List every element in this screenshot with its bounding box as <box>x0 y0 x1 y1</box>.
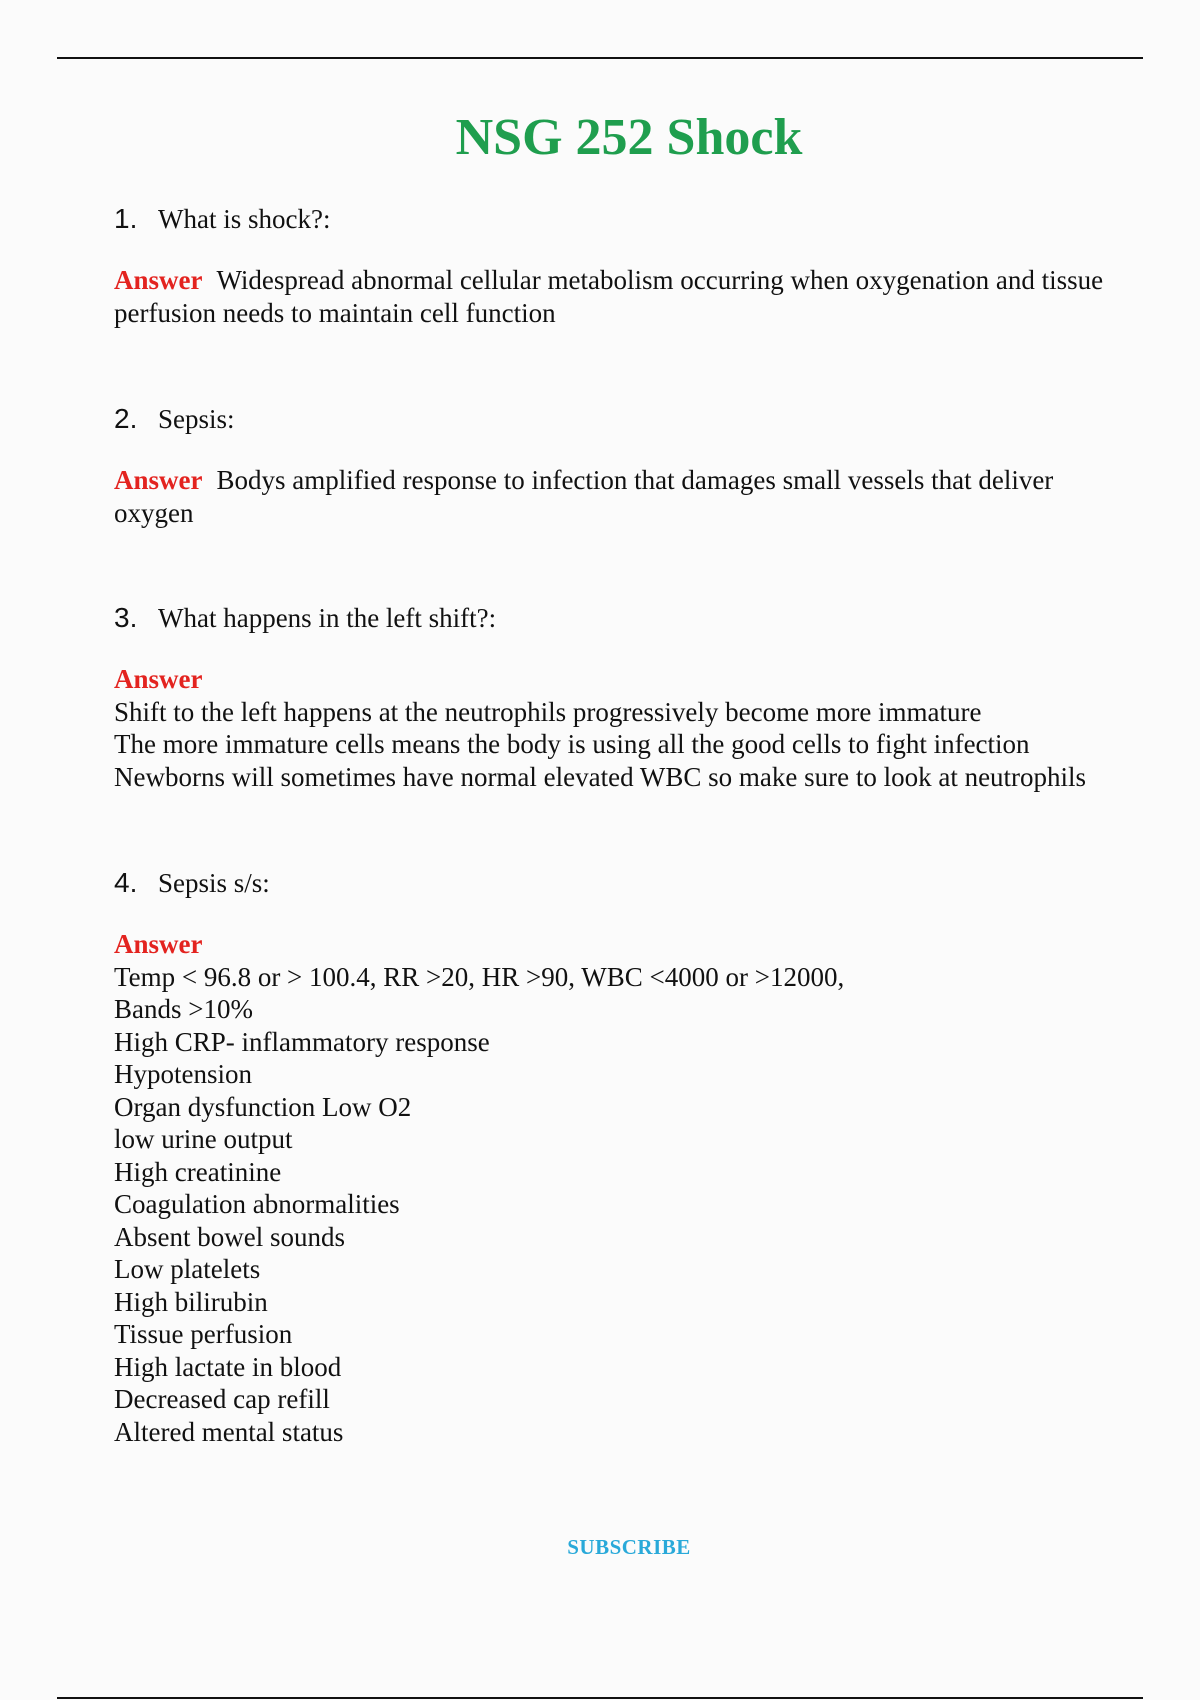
question-number: 3. <box>114 602 138 633</box>
question-number: 2. <box>114 403 138 434</box>
question-2 <box>114 402 1144 436</box>
answer-line: Hypotension <box>114 1059 252 1089</box>
question-3 <box>114 601 1144 635</box>
answer-label: Answer <box>114 465 203 495</box>
question-text: What happens in the left shift?: <box>158 603 497 633</box>
answer-line: low urine output <box>114 1124 293 1154</box>
question-number: 4. <box>114 867 138 898</box>
answer-line: oxygen <box>114 497 194 528</box>
answer-1 <box>114 264 1144 329</box>
answer-line: Bands >10% <box>114 994 253 1024</box>
answer-line: Tissue perfusion <box>114 1319 293 1349</box>
question-block-2 <box>114 402 1144 529</box>
answer-line: Newborns will sometimes have normal elevated WBC so make sure to look at neutrophils <box>114 761 1087 792</box>
bottom-divider <box>57 1697 1143 1699</box>
question-block-1 <box>114 202 1144 329</box>
answer-line: Temp < 96.8 or > 100.4, RR >20, HR >90, WBC <4000 or >12000, <box>114 961 845 992</box>
answer-line: Decreased cap refill <box>114 1384 330 1414</box>
answer-line: Low platelets <box>114 1254 261 1284</box>
subscribe-link[interactable]: SUBSCRIBE <box>567 1535 691 1559</box>
answer-line: perfusion needs to maintain cell function <box>114 297 556 328</box>
answer-line: Shift to the left happens at the neutrophils progressively become more immature <box>114 696 982 727</box>
answer-3 <box>114 663 1144 793</box>
question-4 <box>114 866 1144 900</box>
answer-line: Widespread abnormal cellular metabolism occurring when oxygenation and tissue <box>216 265 1104 295</box>
answer-line: High creatinine <box>114 1156 282 1187</box>
answer-line: High bilirubin <box>114 1286 268 1317</box>
question-block-4 <box>114 866 1144 1448</box>
question-text: Sepsis: <box>158 404 235 434</box>
answer-line: Absent bowel sounds <box>114 1221 345 1252</box>
answer-line: Coagulation abnormalities <box>114 1189 400 1219</box>
answer-line: High CRP- inflammatory response <box>114 1026 490 1057</box>
question-text: What is shock?: <box>158 204 331 234</box>
question-1 <box>114 202 1144 236</box>
answer-4 <box>114 928 1144 1448</box>
question-block-3 <box>114 601 1144 793</box>
answer-label: Answer <box>114 664 203 694</box>
question-text: Sepsis s/s: <box>158 868 270 898</box>
answer-line: The more immature cells means the body is using all the good cells to fight infection <box>114 729 1030 759</box>
answer-line: Bodys amplified response to infection that damages small vessels that deliver <box>216 465 1054 495</box>
page-title: NSG 252 Shock <box>455 109 803 166</box>
answer-2 <box>114 464 1144 529</box>
answer-line: High lactate in blood <box>114 1351 342 1382</box>
top-divider <box>57 57 1143 59</box>
answer-label: Answer <box>114 929 203 959</box>
question-number: 1. <box>114 203 138 234</box>
answer-line: Organ dysfunction Low O2 <box>114 1091 412 1122</box>
answer-label: Answer <box>114 265 203 295</box>
answer-line: Altered mental status <box>114 1416 344 1447</box>
